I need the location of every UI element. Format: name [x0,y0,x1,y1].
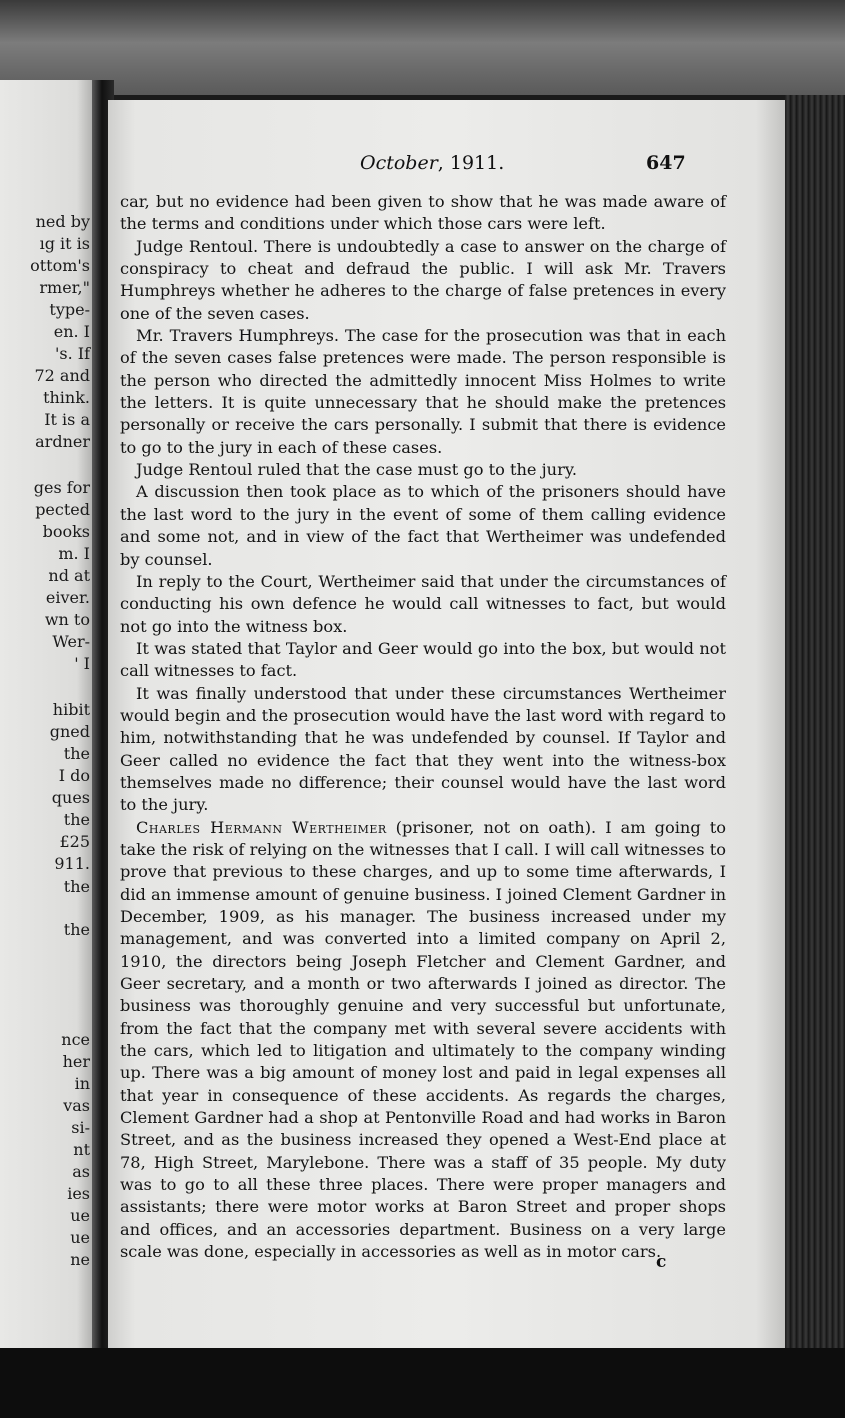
page-number: 647 [646,152,686,174]
paragraph: Judge Rentoul ruled that the case must go to the jury. [136,460,577,480]
left-page-line-fragment: nd at [48,566,90,585]
left-page-line-fragment: ıg it is [39,234,90,253]
running-head-month: October [360,152,438,174]
body-text [120,191,726,1264]
left-page-line-fragment: think. [43,388,90,407]
left-page-line-fragment: ques [51,788,90,807]
paragraph: car, but no evidence had been given to show that he was made aware of the terms and conditions under which those cars were left. [120,192,726,234]
left-page-line-fragment: I do [58,766,90,785]
left-page-line-fragment: the [63,810,90,829]
speaker-name: Charles Hermann Wertheimer [136,817,387,837]
left-page-line-fragment: nce [61,1030,90,1049]
left-page [0,80,96,1350]
left-page-line-fragment: vas [63,1096,90,1115]
paragraph: A discussion then took place as to which of the prisoners should have the last word to the jury in the event of some of them calling evidence and some not, and in view of the fact that Wertheimer was undefended by counsel. [120,482,726,569]
page-edges [785,95,845,1365]
left-page-line-fragment: ies [67,1184,90,1203]
left-page-line-fragment: rmer," [39,278,90,297]
left-page-line-fragment: eiver. [45,588,90,607]
left-page-line-fragment: ottom's [30,256,90,275]
left-page-line-fragment: ' I [74,654,90,673]
left-page-line-fragment: ned by [35,212,90,231]
left-page-line-fragment: 911. [54,854,90,873]
running-head [108,152,790,182]
left-page-line-fragment: ardner [35,432,90,451]
paragraph: It was stated that Taylor and Geer would go into the box, but would not call witnesses to fact. [120,638,726,681]
running-head-date [360,152,504,174]
paragraph: It was finally understood that under these circumstances Wertheimer would begin and the prosecution would have the last word with regard to him, notwithstanding that he was undefended by counsel. If Taylor and Geer called no evidence the fact that they went into the witness-box themselves made no difference; their counsel would have the last word to the jury. [120,683,726,815]
statement-text: (prisoner, not on oath). I am going to take the risk of relying on the witnesses that I call. I will call witnesses to prove that previous to these charges, and up to some time afterwards, I did an immense amount of genuine business. I joined Clement Gardner in December, 1909, as his manager. The business increased under my management, and was converted into a limited company on April 2, 1910, the directors being Joseph Fletcher and Clement Gardner, and Geer secretary, and a month or two afterwards I joined as director. The business was thoroughly genuine and very successful but unfortunate, from the fact that the company met with several severe accidents with the cars, which led to litigation and ultimately to the company winding up. There was a big amount of money lost and paid in legal expenses all that year in consequence of these accidents. As regards the charges, Clement Gardner had a shop at Pentonville Road and had works in Baron Street, and as the business increased they opened a West-End place at 78, High Street, Marylebone. There was a staff of 35 people. My duty was to go to all these three places. There were proper managers and assistants; there were motor works at Baron Street and proper shops and offices, and an accessories department. Business on a very large scale was done, especially in accessories as well as in motor cars. [120,817,726,1262]
left-page-line-fragment: It is a [44,410,90,429]
left-page-line-fragment: si- [71,1118,90,1137]
paragraph: Mr. Travers Humphreys. The case for the prosecution was that in each of the seven cases false pretences were made. The person responsible is the person who directed the admittedly innocent Miss Holmes to write the letters. It is quite unnecessary that he should make the pretences personally or receive the cars personally. I submit that there is evidence to go to the jury in each of these cases. [120,326,726,457]
left-page-line-fragment: hibit [52,700,90,719]
scan-top-shadow [0,0,845,95]
left-page-line-fragment: wn to [44,610,90,629]
scan-bottom-shadow [0,1348,845,1418]
left-page-line-fragment: ne [70,1250,90,1269]
left-page-line-fragment: the [63,744,90,763]
left-page-line-fragment: pected [35,500,90,519]
left-page-line-fragment: type- [49,300,90,319]
paragraph: Judge Rentoul. There is undoubtedly a case to answer on the charge of conspiracy to cheat and defraud the public. I will ask Mr. Travers Humphreys whether he adheres to the charge of false pretences in every one of the seven cases. [120,236,726,323]
left-page-line-fragment: the [63,920,90,939]
left-page-line-fragment: 72 and [34,366,90,385]
signature-mark: c [656,1252,667,1272]
left-page-line-fragment: the [63,877,90,896]
left-page-line-fragment: m. I [58,544,90,563]
left-page-line-fragment: as [72,1162,90,1181]
left-page-line-fragment: gned [49,722,90,741]
paragraph: In reply to the Court, Wertheimer said that under the circumstances of conducting his own defence he would call witnesses to fact, but would not go into the witness box. [120,571,726,636]
running-head-year: , 1911. [437,152,505,174]
left-page-line-fragment: ue [70,1228,90,1247]
left-page-line-fragment: books [42,522,90,541]
left-page-line-fragment: nt [73,1140,90,1159]
left-page-line-fragment: ges for [33,478,90,497]
left-page-line-fragment: her [62,1052,90,1071]
left-page-line-fragment: en. I [53,322,90,341]
left-page-line-fragment: £25 [59,832,90,851]
left-page-line-fragment: 's. If [54,344,90,363]
left-page-line-fragment: Wer- [52,632,90,651]
left-page-line-fragment: in [74,1074,90,1093]
left-page-line-fragment: ue [70,1206,90,1225]
statement-paragraph [120,817,726,1264]
